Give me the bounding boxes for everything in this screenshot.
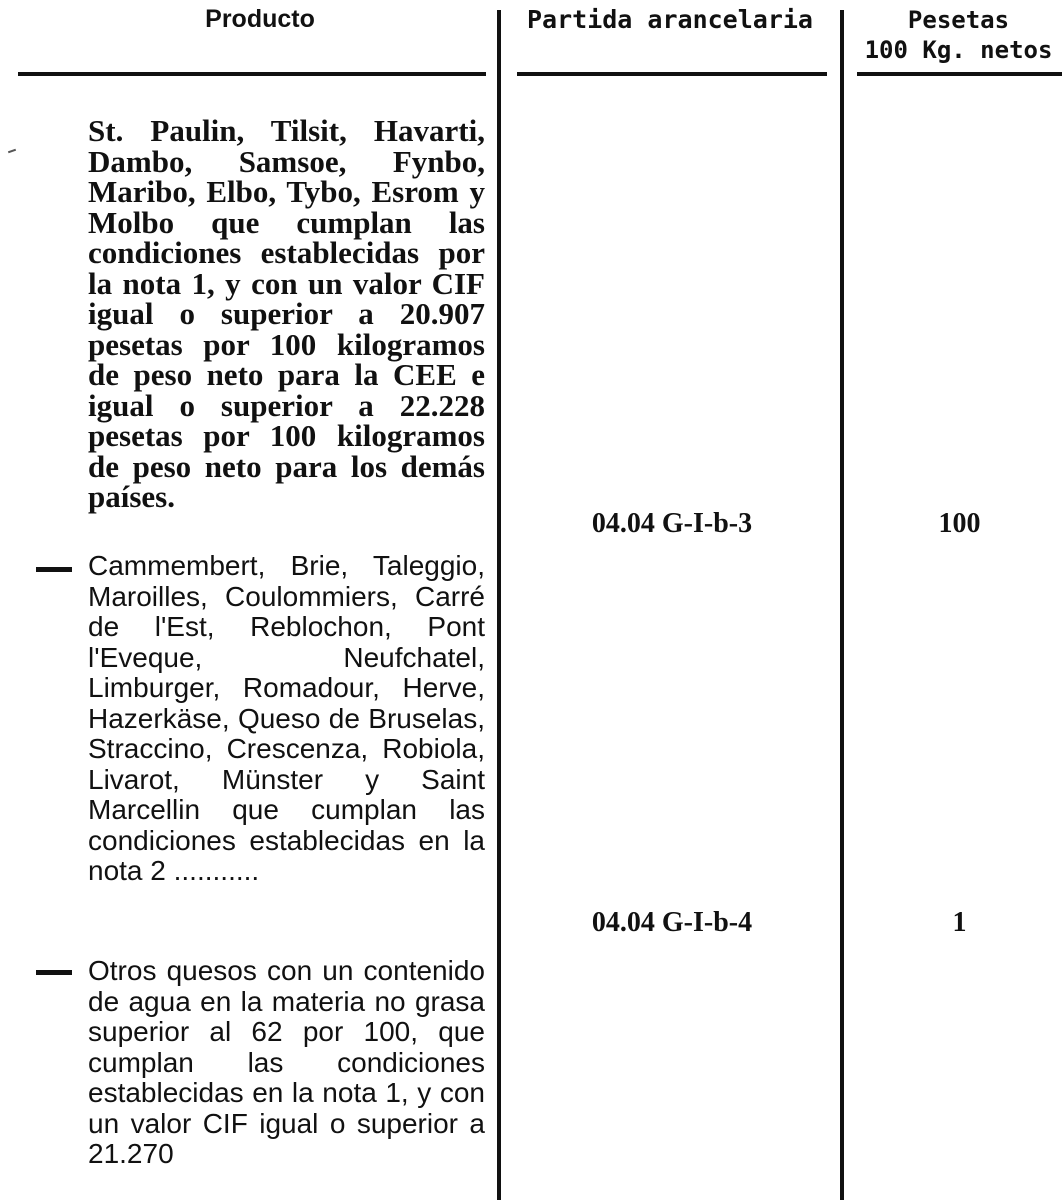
header-partida-arancelaria: Partida arancelaria: [527, 5, 813, 34]
list-dash-marker: [36, 567, 72, 572]
pesetas-value-1: 100: [938, 508, 981, 539]
product-description-2: Cammembert, Brie, Taleggio, Maroilles, Coulommiers, Carré de l'Est, Reblochon, Pont l'Eveque, Neufchatel, Limburger, Romadour, Herve, Hazerkäse, Queso de Bruselas, Straccino, Crescenza, Robiola, Livarot, Münster y Saint Marcellin que cumplan las condiciones establecidas en la nota 2 ...........: [88, 550, 485, 886]
header-rule-partida: [517, 72, 827, 76]
scan-mark: [8, 149, 16, 154]
product-description-3: Otros quesos con un contenido de agua en la materia no grasa superior al 62 por 100, que cumplan las condiciones establecidas en la nota 1, y con un valor CIF igual o superior a 21.270: [88, 955, 485, 1169]
header-rule-pesetas: [857, 72, 1062, 76]
header-pesetas-line1: Pesetas: [907, 6, 1010, 34]
column-divider-2: [840, 10, 844, 1200]
pesetas-value-2: 1: [952, 907, 967, 938]
header-producto: Producto: [205, 5, 315, 33]
product-description-1: St. Paulin, Tilsit, Havarti, Dambo, Samsoe, Fynbo, Maribo, Elbo, Tybo, Esrom y Molbo que cumplan las condiciones establecidas por la nota 1, y con un valor CIF igual o superior a 20.907 pesetas por 100 kilogramos de peso neto para la CEE e igual o superior a 22.228 pesetas por 100 kilogramos de peso neto para los demás países.: [88, 113, 485, 514]
header-pesetas-line2: 100 Kg. netos: [864, 36, 1053, 64]
partida-value-1: 04.04 G-I-b-3: [591, 508, 753, 539]
list-dash-marker: [36, 970, 72, 975]
header-rule-producto: [18, 72, 486, 76]
partida-value-2: 04.04 G-I-b-4: [591, 907, 753, 938]
header-pesetas: [855, 5, 1062, 65]
column-divider-1: [497, 10, 501, 1200]
